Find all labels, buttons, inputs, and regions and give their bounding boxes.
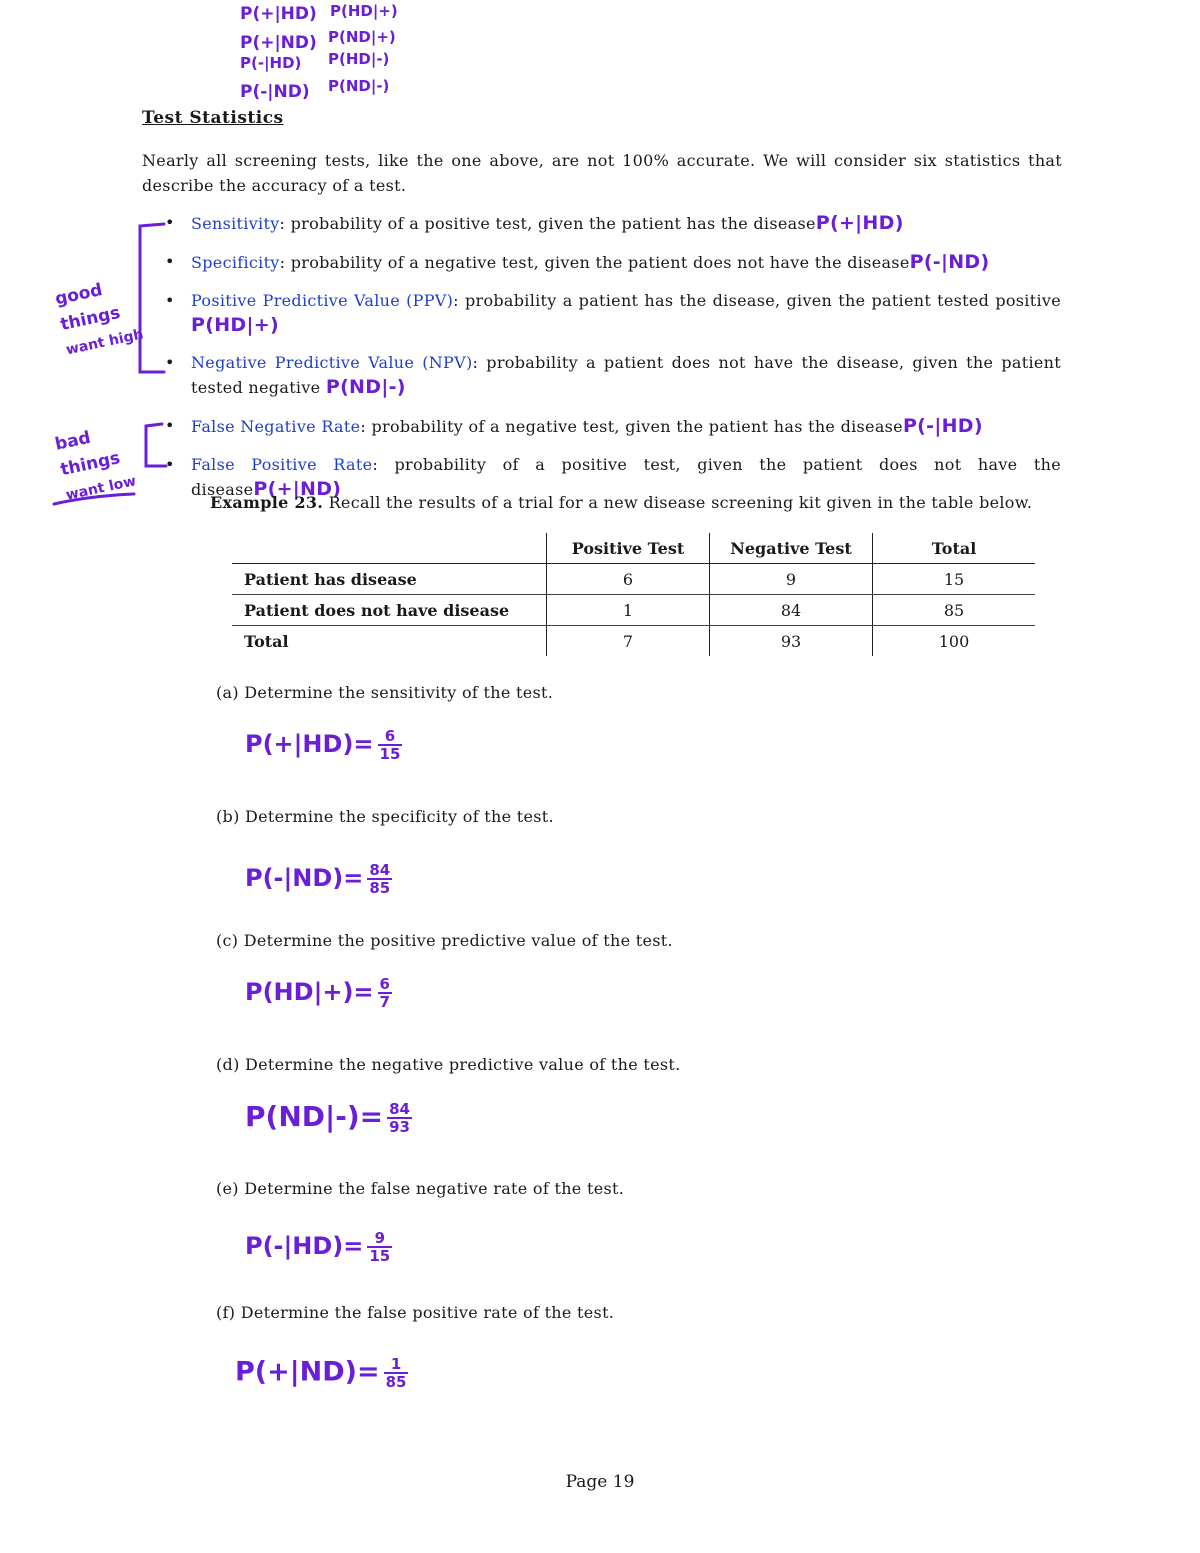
question-d: (d) Determine the negative predictive value of the test. bbox=[216, 1055, 681, 1074]
side-note-bad-line3: want low bbox=[64, 473, 138, 504]
answer-b-fraction bbox=[367, 862, 392, 896]
term-fpr: False Positive Rate bbox=[191, 455, 373, 474]
table-header-negative: Negative Test bbox=[710, 533, 873, 564]
table-row-label: Patient does not have disease bbox=[232, 595, 547, 626]
side-note-bad-line1: bad bbox=[53, 427, 93, 455]
note-p-hd-given-pos: P(HD|+) bbox=[330, 2, 398, 20]
table-cell: 15 bbox=[873, 564, 1036, 595]
note-p-nd-given-neg: P(ND|-) bbox=[328, 77, 390, 95]
answer-c-den: 7 bbox=[379, 993, 390, 1011]
answer-a bbox=[245, 728, 402, 762]
question-a: (a) Determine the sensitivity of the test. bbox=[216, 683, 554, 702]
note-p-pos-given-nd: P(+|ND) bbox=[240, 33, 317, 53]
table-cell: 93 bbox=[710, 626, 873, 657]
term-ppv: Positive Predictive Value (PPV) bbox=[191, 291, 454, 310]
table-cell: 84 bbox=[710, 595, 873, 626]
side-note-good-line3: want high bbox=[64, 326, 145, 359]
note-p-neg-given-hd: P(-|HD) bbox=[240, 54, 302, 72]
table-header-total: Total bbox=[873, 533, 1036, 564]
def-specificity: : probability of a negative test, given the patient does not have the disease bbox=[279, 253, 910, 272]
results-table bbox=[232, 533, 1035, 656]
answer-e-num: 9 bbox=[367, 1230, 392, 1248]
hw-npv: P(ND|-) bbox=[325, 376, 406, 398]
bullet-sensitivity bbox=[165, 211, 1061, 236]
def-ppv: : probability a patient has the disease, given the patient tested positive bbox=[453, 291, 1061, 310]
table-cell: 9 bbox=[710, 564, 873, 595]
answer-a-fraction bbox=[378, 728, 403, 762]
intro-paragraph: Nearly all screening tests, like the one above, are not 100% accurate. We will consider six statistics that describe the accuracy of a test. bbox=[142, 151, 1062, 195]
bullet-ppv bbox=[165, 289, 1061, 338]
answer-b-num: 84 bbox=[369, 861, 391, 879]
table-row bbox=[232, 564, 1035, 595]
answer-e-expr: P(-|HD)= bbox=[245, 1232, 364, 1260]
bullet-dot: • bbox=[165, 291, 175, 310]
hw-fnr: P(-|HD) bbox=[902, 415, 983, 437]
bullet-dot: • bbox=[165, 416, 175, 435]
side-note-good bbox=[53, 271, 146, 364]
hw-sensitivity: P(+|HD) bbox=[815, 212, 904, 234]
answer-f-den: 85 bbox=[385, 1373, 407, 1391]
question-c: (c) Determine the positive predictive value of the test. bbox=[216, 931, 673, 950]
note-p-pos-given-hd: P(+|HD) bbox=[240, 4, 317, 24]
answer-e-den: 15 bbox=[369, 1247, 391, 1265]
answer-d-fraction bbox=[387, 1101, 412, 1135]
bullet-specificity bbox=[165, 250, 1061, 275]
term-npv: Negative Predictive Value (NPV) bbox=[191, 353, 473, 372]
question-f: (f) Determine the false positive rate of the test. bbox=[216, 1303, 615, 1322]
side-note-bad-line2: things bbox=[58, 448, 122, 481]
table-cell: 1 bbox=[547, 595, 710, 626]
table-row bbox=[232, 595, 1035, 626]
bullet-dot: • bbox=[165, 353, 175, 372]
section-heading: Test Statistics bbox=[142, 108, 284, 128]
answer-d-num: 84 bbox=[389, 1100, 410, 1118]
question-b: (b) Determine the specificity of the test. bbox=[216, 807, 554, 826]
answer-b-den: 85 bbox=[369, 879, 391, 897]
bullet-dot: • bbox=[165, 213, 175, 232]
answer-e bbox=[245, 1230, 392, 1264]
bullet-dot: • bbox=[165, 455, 175, 474]
answer-c-num: 6 bbox=[379, 975, 390, 993]
answer-a-expr: P(+|HD)= bbox=[245, 730, 374, 758]
table-row bbox=[232, 626, 1035, 657]
answer-f bbox=[235, 1356, 408, 1390]
def-npv: : probability a patient does not have the disease, given the patient tested negative bbox=[191, 353, 1061, 397]
answer-a-den: 15 bbox=[379, 745, 401, 763]
bullet-dot: • bbox=[165, 252, 175, 271]
page-number: Page 19 bbox=[565, 1472, 635, 1492]
question-e: (e) Determine the false negative rate of the test. bbox=[216, 1179, 625, 1198]
term-sensitivity: Sensitivity bbox=[191, 214, 280, 233]
table-header-corner bbox=[232, 533, 547, 564]
table-row-label: Patient has disease bbox=[232, 564, 547, 595]
table-cell: 85 bbox=[873, 595, 1036, 626]
answer-a-num: 6 bbox=[378, 728, 403, 746]
hw-specificity: P(-|ND) bbox=[909, 251, 990, 273]
good-bracket bbox=[130, 212, 170, 382]
answer-d-expr: P(ND|-)= bbox=[245, 1100, 384, 1133]
def-fpr: : probability of a positive test, given the patient does not have the disease bbox=[191, 455, 1061, 499]
term-specificity: Specificity bbox=[191, 253, 280, 272]
answer-f-expr: P(+|ND)= bbox=[235, 1356, 380, 1388]
table-header-row bbox=[232, 533, 1035, 564]
note-p-hd-given-neg: P(HD|-) bbox=[328, 50, 390, 68]
side-note-good-line2: things bbox=[58, 302, 123, 335]
answer-b bbox=[245, 862, 392, 896]
hw-ppv: P(HD|+) bbox=[191, 314, 279, 336]
answer-e-fraction bbox=[367, 1230, 392, 1264]
underline-stroke bbox=[50, 490, 140, 510]
answer-c-expr: P(HD|+)= bbox=[245, 978, 374, 1006]
bullet-fnr bbox=[165, 414, 1061, 439]
answer-d-den: 93 bbox=[389, 1118, 410, 1136]
answer-c bbox=[245, 976, 392, 1010]
answer-f-num: 1 bbox=[384, 1356, 409, 1374]
note-p-nd-given-pos: P(ND|+) bbox=[328, 28, 396, 46]
example-text: Recall the results of a trial for a new disease screening kit given in the table below. bbox=[323, 493, 1033, 512]
table-cell: 7 bbox=[547, 626, 710, 657]
table-cell: 6 bbox=[547, 564, 710, 595]
answer-d bbox=[245, 1100, 412, 1135]
answer-c-fraction bbox=[378, 976, 392, 1010]
def-sensitivity: : probability of a positive test, given the patient has the disease bbox=[279, 214, 816, 233]
side-note-good-line1: good bbox=[53, 280, 105, 310]
term-fnr: False Negative Rate bbox=[191, 417, 361, 436]
table-row-label: Total bbox=[244, 631, 289, 651]
example-23 bbox=[210, 493, 1032, 512]
table-cell: 100 bbox=[873, 626, 1036, 657]
example-label: Example 23. bbox=[210, 493, 324, 512]
hw-fpr: P(+|ND) bbox=[253, 478, 342, 500]
bullet-npv bbox=[165, 351, 1061, 400]
note-p-neg-given-nd: P(-|ND) bbox=[240, 82, 310, 102]
table-header-positive: Positive Test bbox=[547, 533, 710, 564]
answer-f-fraction bbox=[384, 1356, 409, 1390]
answer-b-expr: P(-|ND)= bbox=[245, 864, 364, 892]
def-fnr: : probability of a negative test, given the patient has the disease bbox=[360, 417, 903, 436]
